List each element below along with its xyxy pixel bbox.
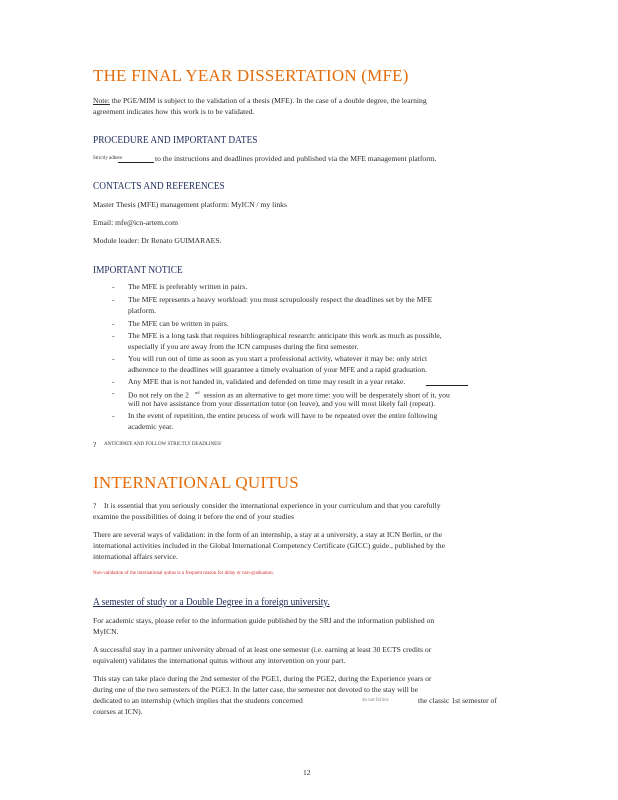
section-title-final-year: THE FINAL YEAR DISSERTATION (MFE): [93, 66, 409, 85]
contacts-heading: CONTACTS AND REFERENCES: [93, 180, 225, 192]
note-label: Note:: [93, 96, 110, 105]
superscript-nd: nd: [194, 390, 200, 395]
notice-item-text: Do not rely on the 2: [128, 390, 189, 400]
notice-item-text: session as an alternative to get more time: you will be desperately short of it, you: [203, 390, 450, 400]
notice-item-marker: -: [112, 331, 115, 340]
success-line-2: equivalent) validates the international quitus without any intervention on your part.: [93, 656, 346, 665]
notice-item-cont: adherence to the deadlines will guarantee a timely evaluation of your MFE and a rapid graduation.: [128, 365, 428, 374]
semester-subheading: A semester of study or a Double Degree in a foreign university.: [93, 596, 330, 608]
intro-line-2: examine the possibilities of doing it before the end of your studies: [93, 512, 294, 521]
contacts-email: Email: mfe@icn-artem.com: [93, 218, 179, 227]
stay-line-3a: dedicated to an internship (which implies that the students concerned: [93, 696, 303, 705]
page-number: 12: [303, 768, 311, 777]
stay-line-1: This stay can take place during the 2nd semester of the PGE1, during the PGE2, during the Experience years or: [93, 674, 432, 683]
notice-heading: IMPORTANT NOTICE: [93, 264, 183, 276]
ways-line-2: international activities included in the Global International Competency Certificate (GICC) guide., published by the: [93, 541, 445, 550]
anticipate-mark: ?: [93, 440, 97, 449]
ways-line-3: international affairs service.: [93, 552, 178, 561]
anticipate-text: ANTICIPATE AND FOLLOW STRICTLY DEADLINES!: [104, 442, 222, 447]
notice-item: The MFE is preferably written in pairs.: [128, 282, 248, 291]
stay-line-3b: the classic 1st semester of: [418, 696, 497, 705]
notice-item-marker: -: [112, 354, 115, 363]
contacts-module-leader: Module leader: Dr Renato GUIMARAES.: [93, 236, 222, 245]
notice-item: In the event of repetition, the entire process of work will have to be repeated over the entire following: [128, 411, 438, 420]
notice-item-cont: especially if you are away from the ICN campuses during the first semester.: [128, 342, 359, 351]
procedure-text: to the instructions and deadlines provided and published via the MFE management platform.: [155, 154, 437, 163]
notice-item-cont: academic year.: [128, 422, 174, 431]
academic-line-2: MyICN.: [93, 627, 119, 636]
notice-item-marker: -: [112, 411, 115, 420]
notice-item: The MFE can be written in pairs.: [128, 319, 229, 328]
notice-item-cont: platform.: [128, 306, 157, 315]
notice-item-marker: -: [112, 319, 115, 328]
note-paragraph: [93, 96, 427, 107]
notice-item-marker: -: [112, 388, 115, 397]
stay-line-3-faint: do not follow: [362, 698, 389, 703]
section-title-international-quitus: INTERNATIONAL QUITUS: [93, 473, 299, 492]
stay-line-2: during one of the two semesters of the PGE3. In the latter case, the semester not devoted to the stay will be: [93, 685, 418, 694]
red-warning-note: Non-validation of the international quitus is a frequent reason for delay or non-graduation.: [93, 571, 274, 576]
stay-line-4: courses at ICN).: [93, 707, 143, 716]
intro-mark: ?: [93, 501, 97, 510]
notice-item: Any MFE that is not handed in, validated and defended on time may result in a year retake.: [128, 377, 406, 386]
academic-line-1: For academic stays, please refer to the information guide published by the SRI and the information published on: [93, 616, 435, 625]
notice-item: The MFE represents a heavy workload: you must scrupulously respect the deadlines set by the MFE: [128, 295, 433, 304]
notice-item-cont: will not have assistance from your dissertation tutor (on leave), and you will most likely fail (repeat).: [128, 399, 436, 408]
notice-item-marker: -: [112, 295, 115, 304]
notice-item: You will run out of time as soon as you start a professional activity, whatever it may be: only strict: [128, 354, 428, 363]
procedure-heading: PROCEDURE AND IMPORTANT DATES: [93, 134, 258, 146]
intro-line-1: It is essential that you seriously consider the international experience in your curriculum and that you carefully: [104, 501, 441, 510]
notice-item-marker: -: [112, 377, 115, 386]
success-line-1: A successful stay in a partner university abroad of at least one semester (i.e. earning at least 30 ECTS credits or: [93, 645, 432, 654]
blank-line: [118, 162, 154, 163]
notice-item-marker: -: [112, 282, 115, 291]
contacts-platform: Master Thesis (MFE) management platform: MyICN / my links: [93, 200, 287, 209]
strictly-adhere-label: Strictly adhere: [93, 156, 123, 161]
ways-line-1: There are several ways of validation: in the form of an internship, a stay at a university, a stay at ICN Berlin, or the: [93, 530, 443, 539]
note-line-2: agreement indicates how this work is to be validated.: [93, 107, 255, 116]
note-text: the PGE/MIM is subject to the validation of a thesis (MFE). In the case of a double degree, the learning: [109, 96, 427, 105]
notice-item: The MFE is a long task that requires bibliographical research: anticipate this work as much as possible,: [128, 331, 442, 340]
blank-line: [426, 385, 468, 386]
